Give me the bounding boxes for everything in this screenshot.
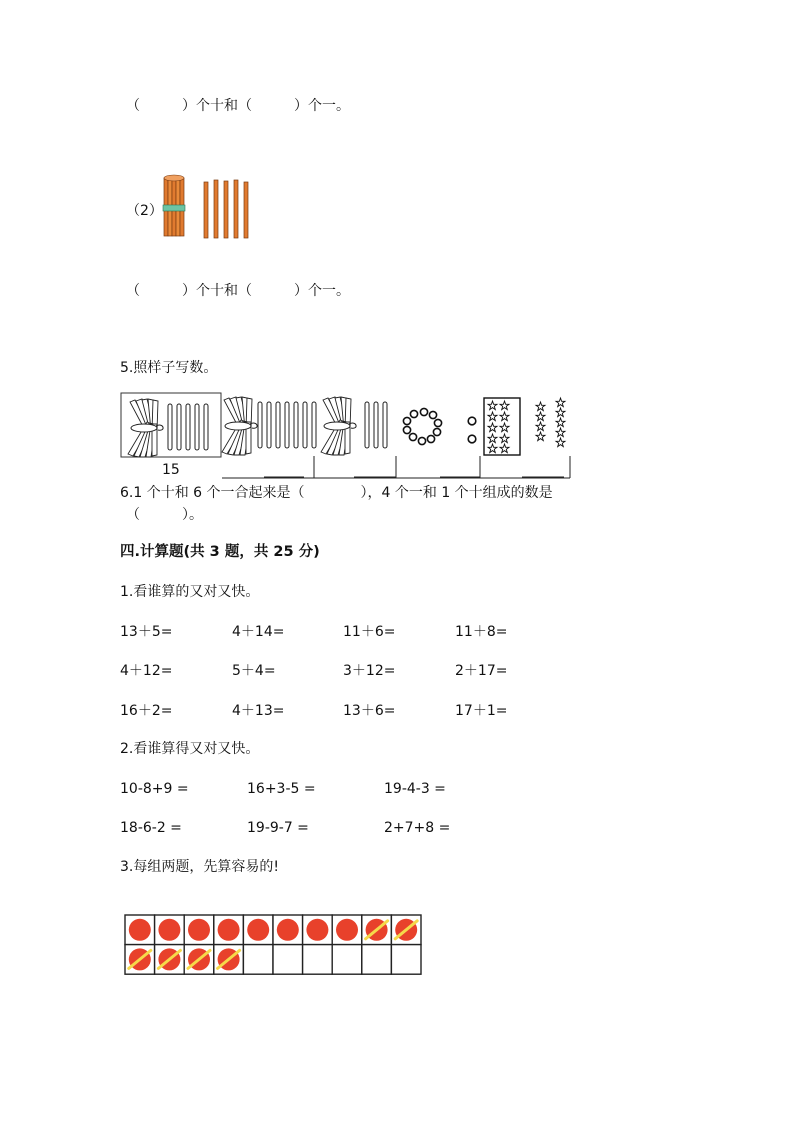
ten-frame-cell xyxy=(243,945,273,975)
calc2-item: 18-6-2 = xyxy=(120,820,182,836)
calc2-item: 10-8+9 = xyxy=(120,781,189,797)
item3-bead-ring-icon xyxy=(403,408,441,444)
q5-write-numbers-figure xyxy=(118,390,588,480)
calc2-item: 19-9-7 = xyxy=(247,820,309,836)
item4-loose-stars-icon xyxy=(536,398,565,447)
q6-line1: 6.1 个十和 6 个一合起来是（ ），4 个一和 1 个十组成的数是 xyxy=(120,485,553,501)
counter-dot xyxy=(218,919,240,941)
stick-bundle-illustration xyxy=(158,172,258,242)
counter-dot xyxy=(277,919,299,941)
calc1-item: 2＋17= xyxy=(455,663,508,679)
item2-bundle-icon xyxy=(321,397,356,455)
item2-loose-sticks-icon xyxy=(365,402,387,448)
ten-frame-cell xyxy=(273,945,303,975)
counter-dot xyxy=(247,919,269,941)
ten-frame-figure xyxy=(124,914,424,976)
calc1-item: 17＋1= xyxy=(455,703,508,719)
calc2-item: 16+3-5 = xyxy=(247,781,316,797)
counter-dot xyxy=(336,919,358,941)
calc1-item: 13＋5= xyxy=(120,624,173,640)
item1-loose-sticks-icon xyxy=(258,402,316,448)
ten-frame-cell xyxy=(332,945,362,975)
example-answer: 15 xyxy=(162,462,180,478)
item1-bundle-icon xyxy=(222,397,257,455)
counter-dot xyxy=(306,919,328,941)
q6-line2: （ ）。 xyxy=(126,507,203,523)
ten-frame-cell xyxy=(362,945,392,975)
calc1-item: 3＋12= xyxy=(343,663,396,679)
counter-dot xyxy=(129,919,151,941)
calc1-item: 4＋12= xyxy=(120,663,173,679)
calc1-item: 4＋14= xyxy=(232,624,285,640)
q5-title: 5.照样子写数。 xyxy=(120,360,218,376)
example-bundle-icon xyxy=(128,399,163,457)
section-heading: 四.计算题(共 3 题，共 25 分) xyxy=(120,544,320,560)
q4-part2-label: （2） xyxy=(126,203,163,219)
calc1-item: 4＋13= xyxy=(232,703,285,719)
loose-sticks-icon xyxy=(204,180,248,238)
calc2-item: 2+7+8 = xyxy=(384,820,451,836)
calc1-title: 1.看谁算的又对又快。 xyxy=(120,584,260,600)
example-loose-sticks-icon xyxy=(168,404,208,450)
calc2-title: 2.看谁算得又对又快。 xyxy=(120,741,260,757)
calc3-title: 3.每组两题，先算容易的! xyxy=(120,859,279,875)
ten-frame-cell xyxy=(303,945,333,975)
calc1-item: 11＋8= xyxy=(455,624,508,640)
item3-loose-beads-icon xyxy=(468,417,476,443)
calc1-item: 5＋4= xyxy=(232,663,276,679)
ten-frame-cell xyxy=(391,945,421,975)
bundle-of-ten-icon xyxy=(163,175,185,236)
q4-line1: （ ）个十和（ ）个一。 xyxy=(126,98,350,114)
calc1-item: 11＋6= xyxy=(343,624,396,640)
calc1-item: 16＋2= xyxy=(120,703,173,719)
calc2-item: 19-4-3 = xyxy=(384,781,446,797)
q4-line2: （ ）个十和（ ）个一。 xyxy=(126,283,350,299)
answer-blanks xyxy=(222,456,570,478)
counter-dot xyxy=(188,919,210,941)
counter-dot xyxy=(158,919,180,941)
calc1-item: 13＋6= xyxy=(343,703,396,719)
